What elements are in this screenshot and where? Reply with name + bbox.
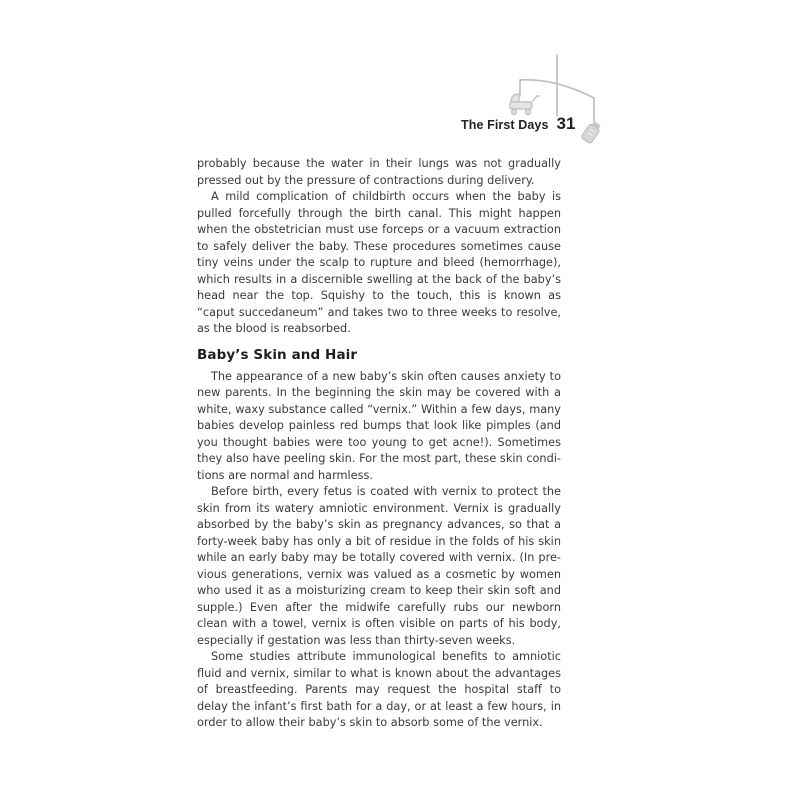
section-heading: Baby’s Skin and Hair bbox=[197, 346, 358, 363]
page-number: 31 bbox=[556, 114, 576, 133]
paragraph: probably because the water in their lungs was not gradually pressed out by the pressure of contractions during delivery. bbox=[197, 157, 561, 187]
running-head bbox=[461, 114, 575, 136]
chapter-title: The First Days bbox=[461, 118, 549, 132]
paragraph: A mild complication of childbirth occurs when the baby is pulled forcefully through the birth canal. This might happen when the obstetrician must use forceps or a vacuum extraction to safely deliver the baby. These procedures sometimes cause tiny veins under the scalp to rupture and bleed (hemorrhage), which results in a discernible swelling at the back of the baby’s head near the top. Squishy to the touch, this is known as “caput succedaneum” and takes two to three weeks to resolve, as the blood is reabsorbed. bbox=[197, 190, 561, 335]
stroller-icon bbox=[510, 94, 540, 115]
paragraph: The appearance of a new baby’s skin often causes anxiety to new parents. In the beginning the skin may be covered with a white, waxy substance called “vernix.” Within a few days, many babies develop painless red bumps that look like pimples (and you thought babies were too young to get acne!). Sometimes they also have peeling skin. For the most part, these skin conditions are normal and harmless. bbox=[197, 369, 561, 482]
paragraph: Before birth, every fetus is coated with vernix to protect the skin from its watery amniotic environment. Vernix is gradually absorbed by the baby’s skin as pregnancy advances, so that a forty-week baby has only a bit of residue in the folds of his skin while an early baby may be totally covered with vernix. (In previous generations, vernix was valued as a cosmetic by women who used it as a moisturizing cream to keep their skin soft and supple.) Even after the midwife carefully rubs our newborn clean with a towel, vernix is often visible on parts of his body, especially if gestation was less than thirty-seven weeks. bbox=[197, 485, 561, 647]
body-text bbox=[197, 156, 561, 732]
baby-bottle-icon bbox=[581, 120, 603, 144]
paragraph: Some studies attribute immunological benefits to amniotic fluid and vernix, similar to what is known about the advantages of breastfeeding. Parents may request the hospital staff to delay the infant’s first bath for a day, or at least a few hours, in order to allow their baby’s skin to absorb some of the vernix. bbox=[197, 650, 561, 729]
